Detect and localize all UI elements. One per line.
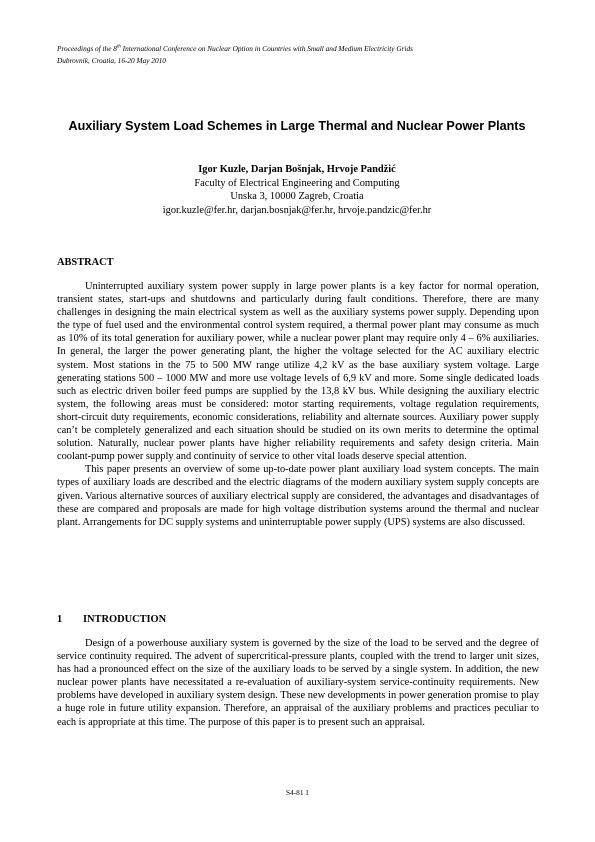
author-emails: igor.kuzle@fer.hr, darjan.bosnjak@fer.hr, hrvoje.pandzic@fer.hr: [162, 205, 432, 217]
section-title: INTRODUCTION: [83, 614, 167, 625]
abstract-paragraph: This paper presents an overview of some up-to-date power plant auxiliary load system concepts. The main types of auxiliary loads are described and the electric diagrams of the modern auxiliary system supply concepts are given. Various alternative sources of auxiliary electrical supply are considered, the advantages and disadvantages of these are compared and proposals are made for high voltage distribution systems around the thermal and nuclear plant. Arrangements for DC supply systems and uninterruptable power supply (UPS) systems are also discussed.: [57, 464, 539, 528]
abstract-heading: ABSTRACT: [57, 257, 114, 268]
introduction-body: [57, 637, 539, 729]
paper-title: Auxiliary System Load Schemes in Large Thermal and Nuclear Power Plants: [68, 119, 526, 133]
conference-name: Proceedings of the 8th International Conference on Nuclear Option in Countries with Small and Medium Electricity Grids: [57, 44, 413, 53]
affiliation: Faculty of Electrical Engineering and Computing: [194, 177, 400, 189]
section-number: 1: [57, 614, 63, 625]
abstract-body: [57, 280, 539, 529]
introduction-paragraph: Design of a powerhouse auxiliary system is governed by the size of the load to be served and the degree of service continuity required. The advent of supercritical-pressure plants, coupled with the trend to larger unit sizes, has had a pronounced effect on the size of the auxiliary loads to be served by a single system. In addition, the new nuclear power plants have necessitated a re-evaluation of auxiliary-system service-continuity requirements. New problems have developed in auxiliary system design. These new developments in power generation promise to play a huge role in future utility expansion. Therefore, an appraisal of the auxiliary problems and practices peculiar to each is appropriate at this time. The purpose of this paper is to present such an appraisal.: [57, 638, 539, 728]
page-number: S4-81 1: [286, 788, 309, 797]
author-names: Igor Kuzle, Darjan Bošnjak, Hrvoje Pandžić: [198, 164, 396, 175]
conference-header: [57, 43, 537, 67]
author-block: [57, 163, 537, 218]
abstract-paragraph: Uninterrupted auxiliary system power supply in large power plants is a key factor for normal operation, transient states, start-ups and shutdowns and particularly during fault conditions. Therefore, there are many challenges in designing the main electrical system as well as the auxiliary systems power supply. Depending upon the type of fuel used and the environmental control system required, a thermal power plant may consume as much as 10% of its total generation for auxiliary power, while a nuclear power plant may require only 4 – 6% auxiliaries. In general, the larger the power generating plant, the higher the voltage selected for the AC auxiliary electric system. Most stations in the 75 to 500 MW range utilize 4,2 kV as the base auxiliary system voltage. Large generating stations 500 – 1000 MW and more use voltage levels of 6,9 kV and more. Some single dedicated loads such as electric driven boiler feed pumps are supplied by the 13,8 kV bus. While designing the auxiliary electric system, the following areas must be considered: motor starting requirements, voltage regulation requirements, short-circuit duty requirements, economic considerations, reliability and alternate sources. Auxiliary power supply can’t be completely generalized and each situation should be studied on its own merits to determine the optimal solution. Naturally, nuclear power plants have higher reliability requirements and safety design criteria. Main coolant-pump power supply and continuity of service to other vital loads deserve special attention.: [57, 281, 539, 463]
address: Unska 3, 10000 Zagreb, Croatia: [230, 191, 364, 203]
conference-location-date: Dubrovnik, Croatia, 16-20 May 2010: [57, 56, 166, 65]
ordinal-suffix: th: [116, 44, 121, 50]
introduction-heading: [57, 613, 166, 626]
